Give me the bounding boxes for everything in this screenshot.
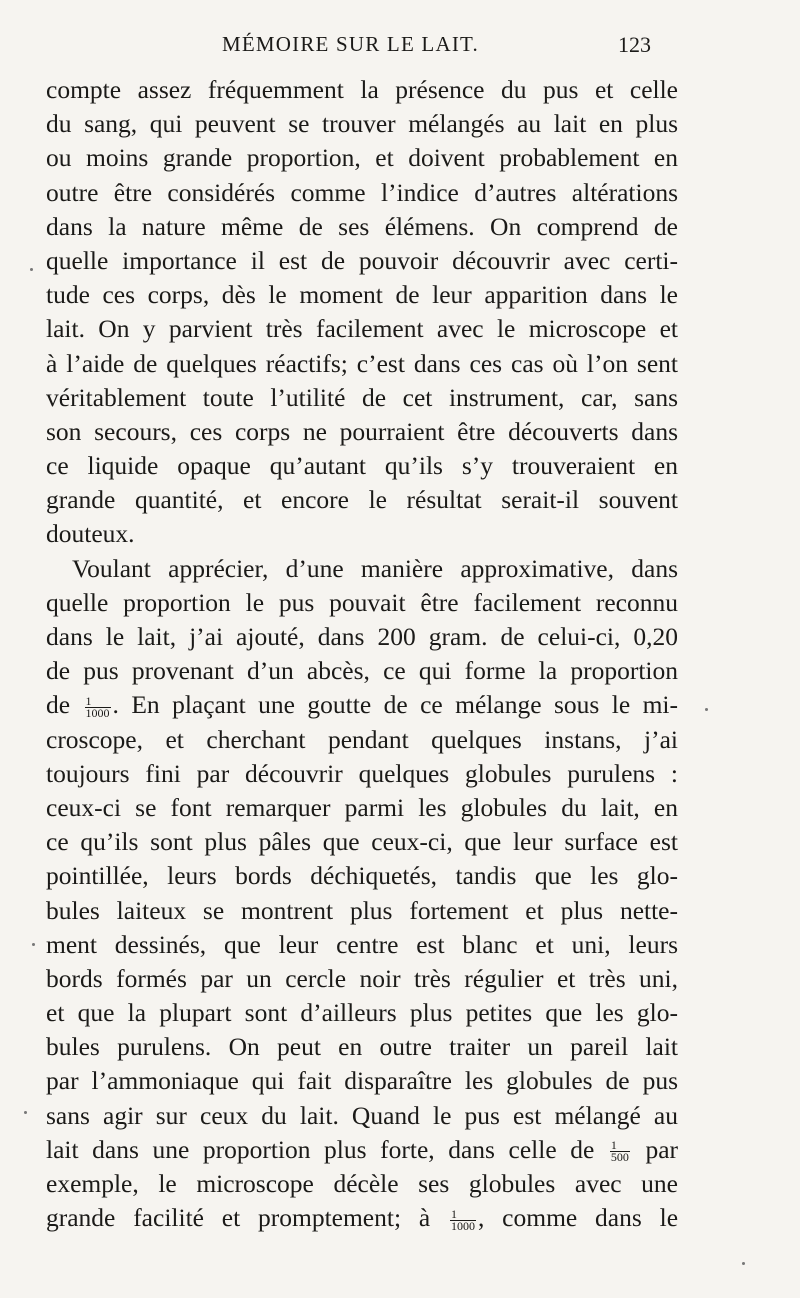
paper-speck bbox=[30, 268, 33, 271]
text-line: lait dans une proportion plus forte, dans celle de $\frac{1}{500}$ par bbox=[46, 1134, 679, 1165]
text-line: par l’ammoniaque qui fait disparaître les globules de pus bbox=[46, 1066, 678, 1096]
text-line: du sang, qui peuvent se trouver mélangés au lait en plus bbox=[46, 109, 678, 139]
text-line: lait. On y parvient très facilement avec le microscope et bbox=[46, 314, 678, 344]
page-header bbox=[0, 32, 800, 62]
text-line: bules purulens. On peut en outre traiter un pareil lait bbox=[46, 1032, 678, 1062]
text-line: ment dessinés, que leur centre est blanc et uni, leurs bbox=[46, 929, 678, 959]
text-line: ou moins grande proportion, et doivent probablement en bbox=[46, 143, 678, 173]
text-line: dans la nature même de ses élémens. On comprend de bbox=[46, 211, 678, 241]
fraction-one-thousandth: $\frac{1}{1000}$ bbox=[451, 1206, 475, 1233]
text-line: compte assez fréquemment la présence du pus et celle bbox=[46, 75, 678, 104]
text-line: ceux-ci se font remarquer parmi les globules du lait, en bbox=[46, 792, 678, 822]
running-title: MÉMOIRE SUR LE LAIT. bbox=[222, 32, 479, 56]
text-line: et que la plupart sont d’ailleurs plus petites que les glo- bbox=[46, 998, 678, 1028]
paper-speck bbox=[705, 708, 708, 711]
page-number: 123 bbox=[618, 32, 651, 57]
text-line: ce qu’ils sont plus pâles que ceux-ci, que leur surface est bbox=[46, 827, 678, 857]
text-line: pointillée, leurs bords déchiquetés, tandis que les glo- bbox=[46, 861, 678, 891]
text-line: bords formés par un cercle noir très régulier et très uni, bbox=[46, 963, 678, 993]
fraction-one-thousandth: $\frac{1}{1000}$ bbox=[85, 694, 110, 721]
text-line: grande quantité, et encore le résultat serait-il souvent bbox=[46, 485, 678, 515]
text-line: douteux. bbox=[46, 519, 135, 549]
text-line: Voulant apprécier, d’une manière approximative, dans bbox=[72, 553, 678, 583]
text-line: bules laiteux se montrent plus fortement et plus nette- bbox=[46, 895, 678, 925]
text-line: exemple, le microscope décèle ses globules avec une bbox=[46, 1169, 678, 1198]
text-line: dans le lait, j’ai ajouté, dans 200 gram. de celui-ci, 0,20 bbox=[46, 622, 678, 651]
text-line: quelle importance il est de pouvoir découvrir avec certi- bbox=[46, 245, 678, 275]
fraction-one-five-hundredth: $\frac{1}{500}$ bbox=[610, 1138, 629, 1165]
text-line: quelle proportion le pus pouvait être facilement reconnu bbox=[46, 587, 678, 617]
text-line: de pus provenant d’un abcès, ce qui forme la proportion bbox=[46, 656, 678, 686]
paper-speck bbox=[24, 1111, 27, 1114]
text-line: sans agir sur ceux du lait. Quand le pus est mélangé au bbox=[46, 1100, 678, 1130]
text-line: ce liquide opaque qu’autant qu’ils s’y trouveraient en bbox=[46, 451, 678, 481]
text-line: son secours, ces corps ne pourraient être découverts dans bbox=[46, 416, 678, 446]
text-line: à l’aide de quelques réactifs; c’est dans ces cas où l’on sent bbox=[46, 348, 678, 378]
text-line: croscope, et cherchant pendant quelques instans, j’ai bbox=[46, 724, 678, 754]
text-line: toujours fini par découvrir quelques globules purulens : bbox=[46, 758, 678, 788]
paper-speck bbox=[742, 1262, 745, 1265]
text-line: tude ces corps, dès le moment de leur apparition dans le bbox=[46, 280, 678, 310]
text-line: outre être considérés comme l’indice d’autres altérations bbox=[46, 177, 678, 207]
text-line: de $\frac{1}{1000}$ . En plaçant une goutte de ce mélange sous le mi- bbox=[46, 690, 678, 721]
body-text bbox=[46, 73, 678, 1235]
text-line: véritablement toute l’utilité de cet instrument, car, sans bbox=[46, 382, 678, 412]
paper-speck bbox=[32, 943, 35, 946]
text-line: grande facilité et promptement; à $\frac{1}{1000}$ , comme dans le bbox=[46, 1203, 679, 1233]
